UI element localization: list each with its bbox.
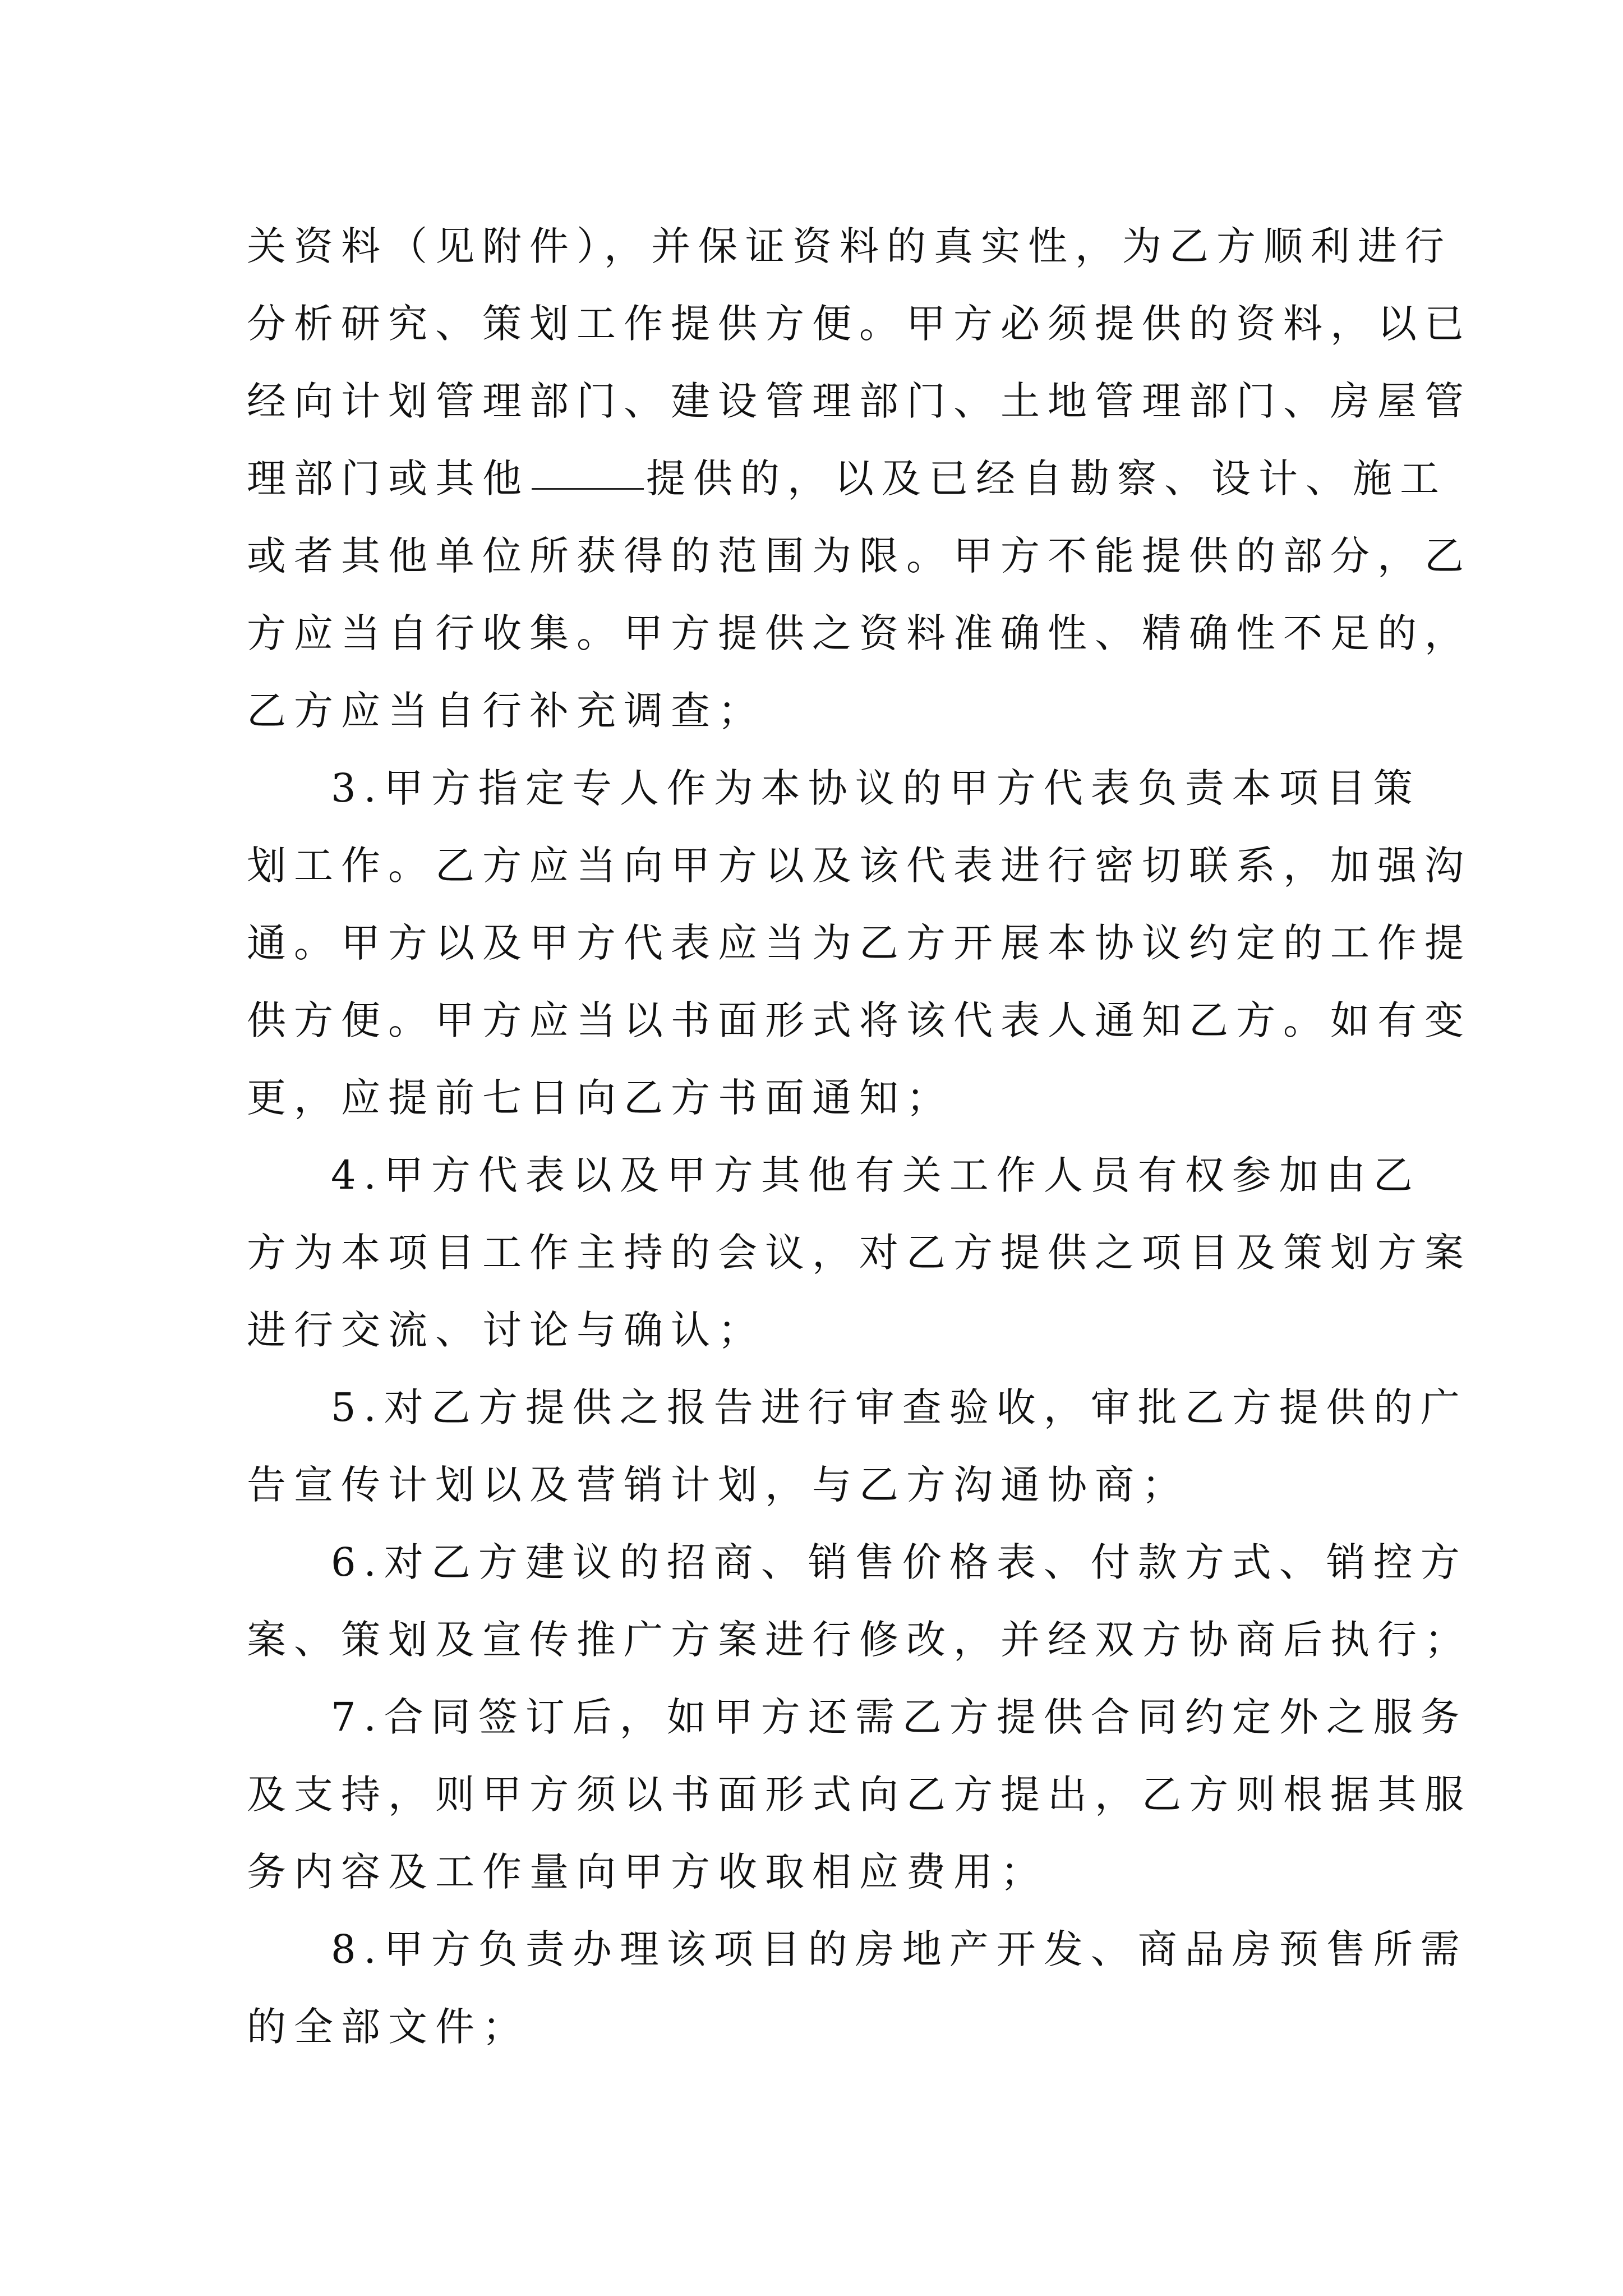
text-line: 经向计划管理部门、建设管理部门、土地管理部门、房屋管 bbox=[247, 378, 1472, 424]
clause-8-line: 8.甲方负责办理该项目的房地产开发、商品房预售所需 bbox=[331, 1926, 1468, 1972]
clause-5-line: 5.对乙方提供之报告进行审查验收，审批乙方提供的广 bbox=[331, 1384, 1468, 1430]
clause-7-line: 7.合同签订后，如甲方还需乙方提供合同约定外之服务 bbox=[331, 1694, 1468, 1740]
text-line: 方为本项目工作主持的会议，对乙方提供之项目及策划方案 bbox=[247, 1230, 1472, 1276]
document-body bbox=[247, 208, 1472, 2065]
text-fragment: 提供的，以及已经自勘察、设计、施工 bbox=[646, 455, 1447, 501]
text-fragment: 理部门或其他 bbox=[247, 455, 529, 501]
text-line: 及支持，则甲方须以书面形式向乙方提出，乙方则根据其服 bbox=[247, 1772, 1472, 1818]
text-line-with-blank bbox=[247, 440, 1447, 517]
fill-in-blank bbox=[532, 486, 644, 490]
text-line: 案、策划及宣传推广方案进行修改，并经双方协商后执行； bbox=[247, 1617, 1472, 1663]
text-line: 通。甲方以及甲方代表应当为乙方开展本协议约定的工作提 bbox=[247, 920, 1472, 966]
text-line: 乙方应当自行补充调查； bbox=[247, 688, 765, 734]
clause-4-line: 4.甲方代表以及甲方其他有关工作人员有权参加由乙 bbox=[331, 1152, 1421, 1198]
text-line: 更，应提前七日向乙方书面通知； bbox=[247, 1075, 953, 1121]
text-line: 关资料（见附件），并保证资料的真实性，为乙方顺利进行 bbox=[247, 223, 1452, 269]
text-line: 供方便。甲方应当以书面形式将该代表人通知乙方。如有变 bbox=[247, 997, 1472, 1043]
text-line: 进行交流、讨论与确认； bbox=[247, 1307, 765, 1353]
text-line: 划工作。乙方应当向甲方以及该代表进行密切联系，加强沟 bbox=[247, 843, 1472, 889]
text-line: 分析研究、策划工作提供方便。甲方必须提供的资料，以已 bbox=[247, 301, 1472, 347]
text-line: 的全部文件； bbox=[247, 2004, 529, 2050]
text-line: 方应当自行收集。甲方提供之资料准确性、精确性不足的， bbox=[247, 610, 1472, 656]
clause-6-line: 6.对乙方建议的招商、销售价格表、付款方式、销控方 bbox=[331, 1539, 1468, 1585]
clause-3-line: 3.甲方指定专人作为本协议的甲方代表负责本项目策 bbox=[331, 765, 1421, 811]
text-line: 告宣传计划以及营销计划，与乙方沟通协商； bbox=[247, 1462, 1189, 1508]
text-line: 或者其他单位所获得的范围为限。甲方不能提供的部分，乙 bbox=[247, 533, 1472, 579]
text-line: 务内容及工作量向甲方收取相应费用； bbox=[247, 1849, 1048, 1895]
